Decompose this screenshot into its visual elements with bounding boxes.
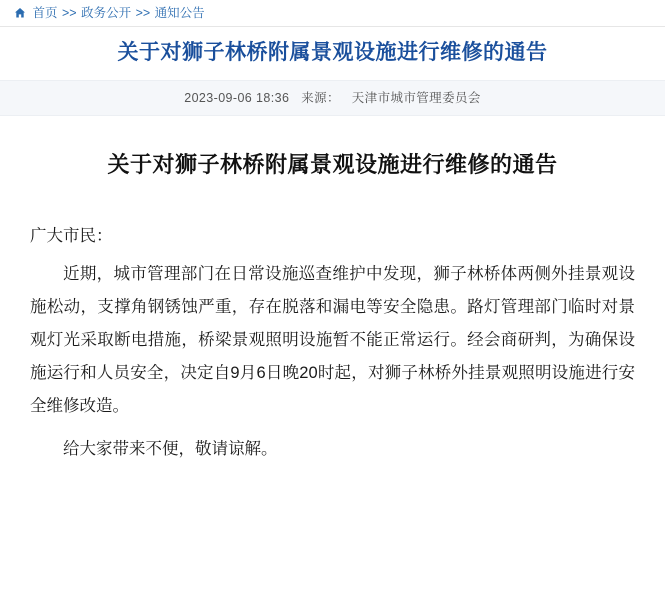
breadcrumb-item-announcements[interactable]: 通知公告	[154, 6, 205, 20]
article-paragraph: 近期，城市管理部门在日常设施巡查维护中发现，狮子林桥体两侧外挂景观设施松动，支撑角钢锈蚀严重，存在脱落和漏电等安全隐患。路灯管理部门临时对景观灯光采取断电措施，桥梁景观照明设施暂不能正常运行。经会商研判，为确保设施运行和人员安全，决定自9月6日晚20时起，对狮子林桥外挂景观照明设施进行安全维修改造。	[30, 265, 635, 416]
home-icon	[14, 2, 26, 14]
article-title: 关于对狮子林桥附属景观设施进行维修的通告	[107, 152, 558, 178]
article-paragraph: 给大家带来不便，敬请谅解。	[63, 440, 278, 459]
article-meta-bar	[0, 80, 665, 116]
article-salutation: 广大市民：	[30, 227, 113, 246]
breadcrumb-item-government-affairs[interactable]: 政务公开	[81, 6, 132, 20]
publish-date: 2023-09-06 18:36	[184, 91, 290, 106]
source-label: 来源：	[301, 91, 340, 106]
article-body	[0, 116, 665, 466]
source-name: 天津市城市管理委员会	[351, 91, 481, 106]
page-headline: 关于对狮子林桥附属景观设施进行维修的通告	[117, 41, 548, 64]
breadcrumb	[0, 0, 665, 27]
headline-container	[0, 27, 665, 80]
breadcrumb-item-home[interactable]: 首页	[32, 6, 58, 20]
breadcrumb-separator: >>	[135, 6, 151, 20]
breadcrumb-separator: >>	[61, 6, 77, 20]
